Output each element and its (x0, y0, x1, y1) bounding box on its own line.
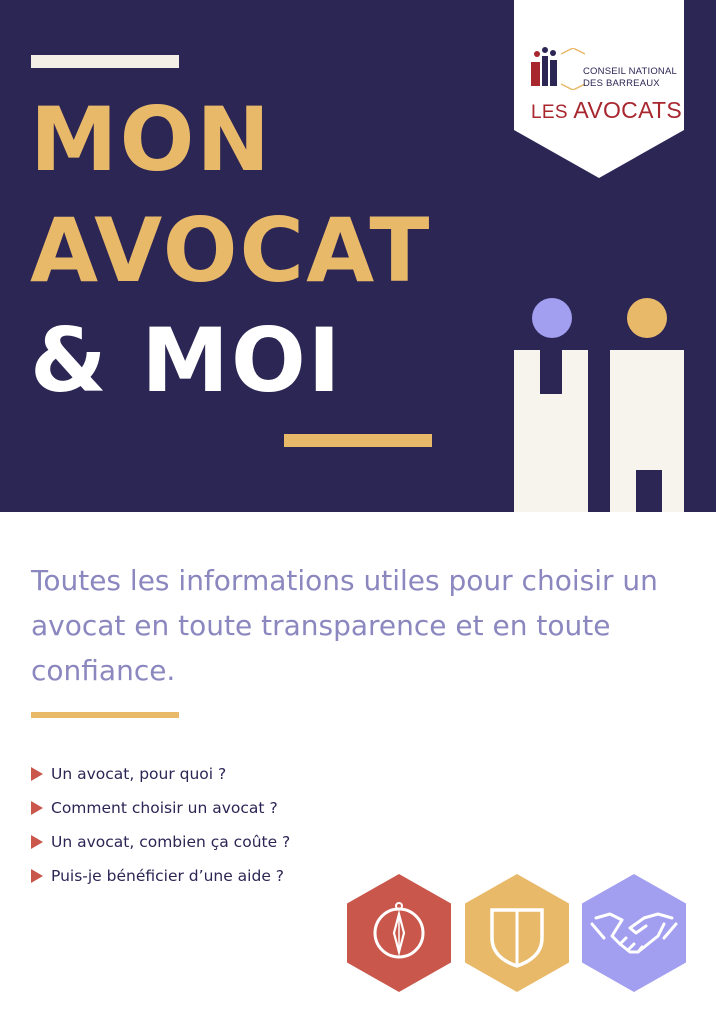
logo-brand (531, 97, 682, 124)
top-accent-bar (31, 55, 179, 68)
handshake-hexagon (582, 874, 686, 992)
compass-hexagon (347, 874, 451, 992)
list-item (31, 859, 290, 893)
logo-brand-prefix: LES (531, 102, 574, 123)
triangle-bullet-icon (31, 767, 43, 781)
shield-hexagon (465, 874, 569, 992)
logo-text-line-1: CONSEIL NATIONAL (583, 66, 677, 77)
question-label: Puis-je bénéficier d’une aide ? (51, 867, 285, 885)
intro-text: Toutes les informations utiles pour choisir un avocat en toute transparence et en toute confiance. (31, 564, 658, 687)
figure-left-body (514, 350, 588, 512)
question-list (31, 757, 290, 893)
lawyer-client-figures (514, 296, 716, 512)
title-et-moi: & MOI (30, 309, 343, 412)
triangle-bullet-icon (31, 869, 43, 883)
title-avocat: AVOCAT (30, 199, 432, 302)
triangle-bullet-icon (31, 801, 43, 815)
list-item (31, 757, 290, 791)
logo-hexagon-outline-icon (555, 48, 585, 90)
logo-badge (514, 0, 684, 178)
list-item (31, 825, 290, 859)
logo-text-line-2: DES BARREAUX (583, 78, 660, 89)
question-label: Un avocat, combien ça coûte ? (51, 833, 291, 851)
title-mon: MON (30, 88, 273, 191)
triangle-bullet-icon (31, 835, 43, 849)
logo-brand-main: AVOCATS (573, 97, 683, 123)
figure-left-head (532, 298, 572, 338)
section-divider (31, 712, 179, 718)
bottom-accent-bar (284, 434, 432, 447)
figure-right-body (610, 350, 684, 512)
figure-right-head (627, 298, 667, 338)
question-label: Un avocat, pour quoi ? (51, 765, 227, 783)
question-label: Comment choisir un avocat ? (51, 799, 278, 817)
list-item (31, 791, 290, 825)
cnb-logo-icon (530, 46, 558, 88)
